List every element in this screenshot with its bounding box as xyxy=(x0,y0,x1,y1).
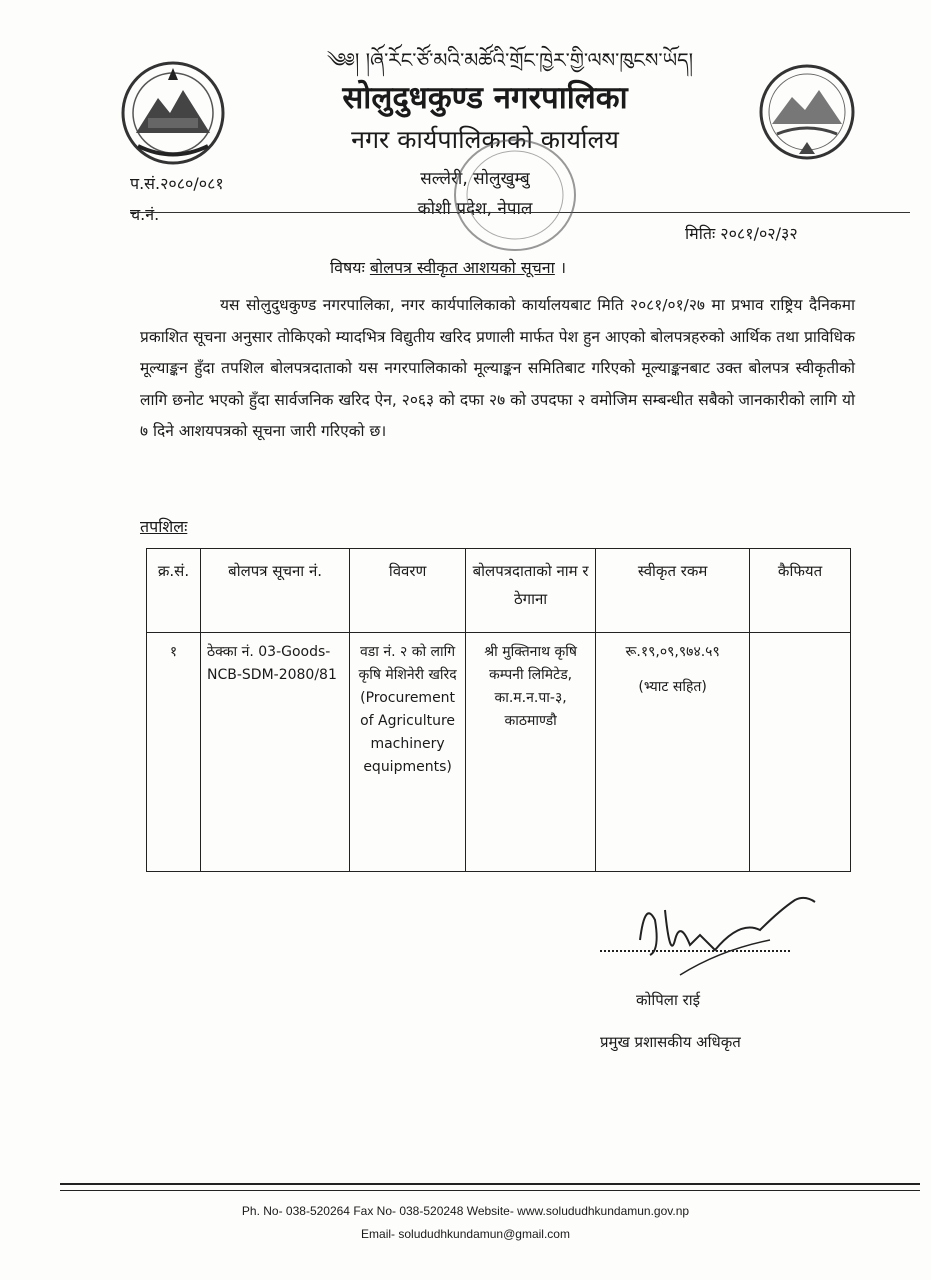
tibetan-header-line: ༄༅། །ཞོ་རོང་ཙོ་མའི་མཚོའི་གྲོང་ཁྱེར་གྱི་ལས་ཁུངས་ཡོད། xyxy=(326,48,694,72)
handwritten-signature xyxy=(620,880,830,990)
footer-email: Email- solududhkundamun@gmail.com xyxy=(361,1227,570,1241)
cell-notice-no: ठेक्का नं. 03-Goods-NCB-SDM-2080/81 xyxy=(201,633,350,872)
table-header-row xyxy=(147,549,851,633)
letter-date: मितिः २०८१/०२/३२ xyxy=(685,224,798,243)
header-amount: स्वीकृत रकम xyxy=(596,549,750,633)
signatory-title: प्रमुख प्रशासकीय अधिकृत xyxy=(600,1033,741,1051)
cell-description xyxy=(350,633,466,872)
description-np: वडा नं. २ को लागि कृषि मेशिनेरी खरिद xyxy=(358,644,457,683)
subject-end: । xyxy=(559,258,567,277)
subject-line xyxy=(330,256,566,278)
bid-details-table xyxy=(146,548,851,872)
header-description: विवरण xyxy=(350,549,466,633)
description-en: (Procurement of Agriculture machinery equipments) xyxy=(360,690,456,775)
table-row xyxy=(147,633,851,872)
header-bidder: बोलपत्रदाताको नाम र ठेगाना xyxy=(465,549,595,633)
details-label: तपशिलः xyxy=(140,517,188,536)
footer-divider-thick xyxy=(60,1183,920,1185)
subject-label: विषयः xyxy=(330,258,365,277)
header-remarks: कैफियत xyxy=(750,549,851,633)
address-line-1: सल्लेरी, सोलुखुम्बु xyxy=(420,169,530,189)
cell-bidder: श्री मुक्तिनाथ कृषि कम्पनी लिमिटेड, का.म.न.पा-३, काठमाण्डौ xyxy=(465,633,595,872)
amount-vat-note: (भ्याट सहित) xyxy=(638,679,707,695)
cell-amount xyxy=(596,633,750,872)
notice-body-paragraph: यस सोलुदुधकुण्ड नगरपालिका, नगर कार्यपालिकाको कार्यालयबाट मिति २०८१/०१/२७ मा प्रभाव राष्ट्रिय दैनिकमा प्रकाशित सूचना अनुसार तोकिएको म्यादभित्र विद्युतीय खरिद प्रणाली मार्फत पेश हुन आएको बोलपत्रहरुको आर्थिक तथा प्राविधिक मूल्याङ्कन हुँदा तपशिल बोलपत्रदाताको यस नगरपालिकाको मूल्याङ्कन समितिबाट गरिएको मूल्याङ्कनबाट उक्त बोलपत्र स्वीकृतीको लागि छनोट भएको हुँदा सार्वजनिक खरिद ऐन, २०६३ को दफा २७ को उपदफा २ वमोजिम सम्बन्धीत सबैको जानकारीको लागि यो ७ दिने आशयपत्रको सूचना जारी गरिएको छ। xyxy=(140,296,855,440)
cell-sn: १ xyxy=(147,633,201,872)
signatory-name: कोपिला राई xyxy=(636,991,701,1009)
municipality-title: सोलुदुधकुण्ड नगरपालिका xyxy=(342,80,628,116)
office-subtitle: नगर कार्यपालिकाको कार्यालय xyxy=(351,125,619,154)
header-sn: क्र.सं. xyxy=(147,549,201,633)
header-notice-no: बोलपत्र सूचना नं. xyxy=(201,549,350,633)
chalani-number: च.नं. xyxy=(130,205,160,224)
subject-text: बोलपत्र स्वीकृत आशयको सूचना xyxy=(369,258,555,277)
address-line-2: कोशी प्रदेश, नेपाल xyxy=(417,199,533,219)
signature-line xyxy=(600,950,790,952)
amount-value: रू.१९,०९,९७४.५९ xyxy=(625,644,720,660)
municipality-logo xyxy=(757,62,857,162)
reference-number: प.सं.२०८०/०८१ xyxy=(130,174,224,193)
cell-remarks xyxy=(750,633,851,872)
footer-divider-thin xyxy=(60,1190,920,1191)
footer-contact: Ph. No- 038-520264 Fax No- 038-520248 Website- www.solududhkundamun.gov.np xyxy=(241,1204,690,1218)
office-stamp xyxy=(440,130,590,260)
nepal-emblem-logo xyxy=(118,58,228,168)
